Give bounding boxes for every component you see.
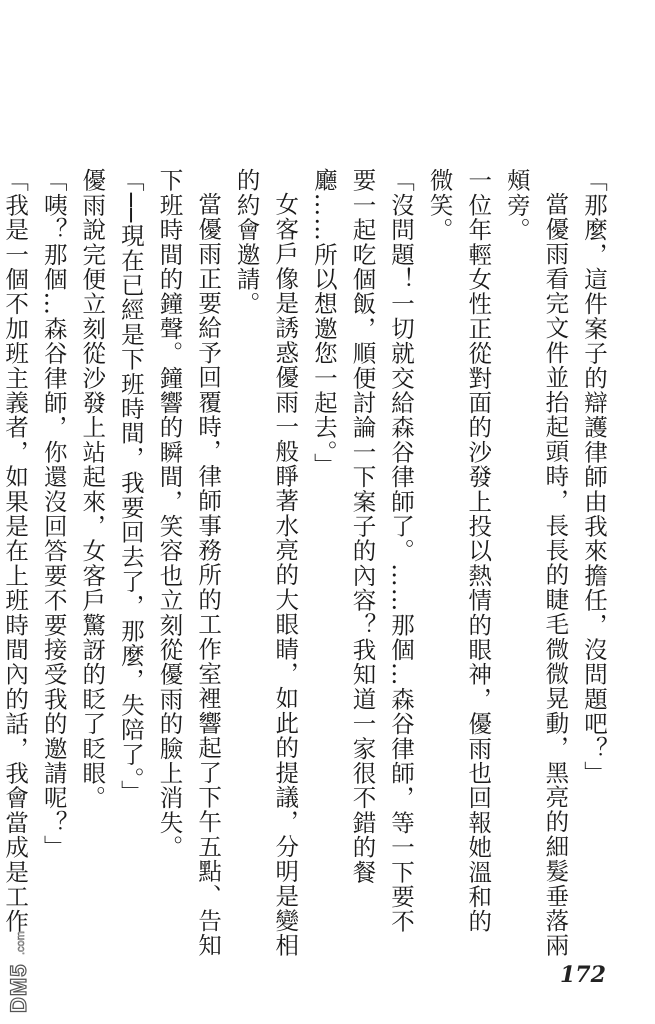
paragraph-2: 當優雨看完文件並抬起頭時，長長的睫毛微微晃動，黑亮的細髮垂落兩頰旁。 <box>502 168 570 958</box>
svg-text:DM5: DM5 <box>6 963 31 1013</box>
paragraph-9: 「咦？那個…森谷律師，你還沒回答要不要接受我的邀請呢？」 <box>39 168 68 860</box>
paragraph-6: 當優雨正要給予回覆時，律師事務所的工作室裡響起了下午五點、告知下班時間的鐘聲。鐘響的瞬間，笑容也立刻從優雨的臉上消失。 <box>155 168 223 958</box>
paragraph-8: 優雨說完便立刻從沙發上站起來，女客戶驚訝的眨了眨眼。 <box>78 168 107 811</box>
paragraph-10: 「我是一個不加班主義者，如果是在上班時間內的話，我會當成是工作 <box>1 168 30 934</box>
svg-text:.com: .com <box>15 931 27 955</box>
paragraph-4: 「沒問題！一切就交給森谷律師了。……那個…森谷律師，等一下要不要一起吃個飯，順便討論一下案子的內容？我知道一家很不錯的餐廳……所以想邀您一起去。」 <box>309 168 416 934</box>
paragraph-3: 一位年輕女性正從對面的沙發上投以熱情的眼神，優雨也回報她溫和的微笑。 <box>425 168 493 934</box>
dm5-watermark-logo <box>4 905 34 1015</box>
paragraph-1: 「那麼，這件案子的辯護律師由我來擔任，沒問題吧？」 <box>580 168 608 786</box>
page-number: 172 <box>560 962 606 988</box>
paragraph-5: 女客戶像是誘惑優雨一般睜著水亮的大眼睛，如此的提議，分明是變相的約會邀請。 <box>232 168 300 958</box>
paragraph-7: 「──現在已經是下班時間，我要回去了，那麼，失陪了。」 <box>116 168 145 805</box>
